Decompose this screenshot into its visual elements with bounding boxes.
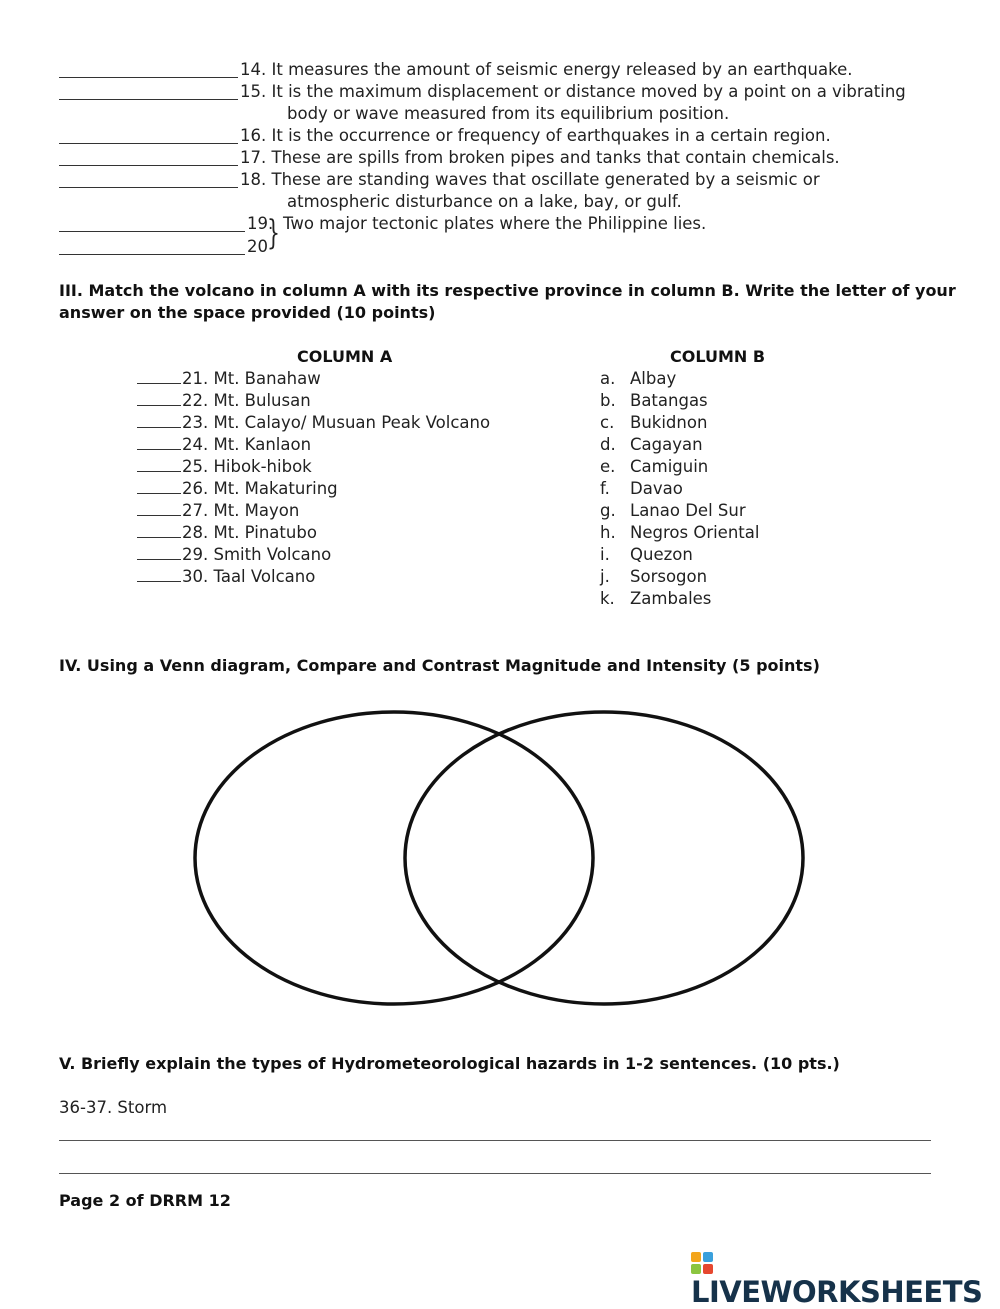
province-name: Sorsogon xyxy=(630,567,708,586)
province-name: Camiguin xyxy=(630,457,709,476)
section-3-heading-line-2: answer on the space provided (10 points) xyxy=(59,303,436,322)
item-text: These are spills from broken pipes and tanks that contain chemicals. xyxy=(271,148,840,167)
province-name: Davao xyxy=(630,479,683,498)
item-number: 16. xyxy=(240,126,267,145)
item-20-number: 20 xyxy=(247,237,268,256)
volcano-name: 25. Hibok-hibok xyxy=(182,457,312,476)
volcano-name: 24. Mt. Kanlaon xyxy=(182,435,312,454)
option-letter: e. xyxy=(600,457,616,476)
province-name: Quezon xyxy=(630,545,693,564)
volcano-name: 22. Mt. Bulusan xyxy=(182,391,311,410)
item-number: 15. xyxy=(240,82,267,101)
answer-line-1[interactable] xyxy=(59,1140,931,1141)
province-name: Lanao Del Sur xyxy=(630,501,746,520)
volcano-name: 21. Mt. Banahaw xyxy=(182,369,321,388)
item-19-number: 19. xyxy=(247,214,274,233)
item-text: It is the occurrence or frequency of earthquakes in a certain region. xyxy=(271,126,831,145)
province-name: Bukidnon xyxy=(630,413,708,432)
volcano-name: 28. Mt. Pinatubo xyxy=(182,523,317,542)
section-5-heading: V. Briefly explain the types of Hydrometeorological hazards in 1-2 sentences. (10 pts.) xyxy=(59,1054,840,1073)
page-footer-label: Page 2 of DRRM 12 xyxy=(59,1191,231,1210)
volcano-name: 26. Mt. Makaturing xyxy=(182,479,338,498)
option-letter: b. xyxy=(600,391,616,410)
logo-square-2 xyxy=(703,1252,713,1262)
section-3-heading-line-1: III. Match the volcano in column A with its respective province in column B. Write the letter of your xyxy=(59,281,956,300)
storm-item-label: 36-37. Storm xyxy=(59,1098,168,1117)
logo-square-3 xyxy=(691,1264,701,1274)
option-letter: a. xyxy=(600,369,616,388)
column-b-title: COLUMN B xyxy=(670,347,766,366)
item-19-20-text: Two major tectonic plates where the Philippine lies. xyxy=(283,214,707,233)
right-brace-icon: } xyxy=(267,213,280,253)
item-number: 18. xyxy=(240,170,267,189)
answer-line-2[interactable] xyxy=(59,1173,931,1174)
liveworksheets-logo-icon xyxy=(691,1252,713,1274)
province-name: Zambales xyxy=(630,589,712,608)
venn-left-circle[interactable] xyxy=(195,712,593,1004)
option-letter: j. xyxy=(600,567,610,586)
province-name: Batangas xyxy=(630,391,708,410)
column-a-title: COLUMN A xyxy=(297,347,393,366)
item-15-continuation: body or wave measured from its equilibrium position. xyxy=(287,104,730,123)
item-number: 17. xyxy=(240,148,267,167)
item-number: 14. xyxy=(240,60,267,79)
item-18-continuation: atmospheric disturbance on a lake, bay, or gulf. xyxy=(287,192,682,211)
province-name: Albay xyxy=(630,369,677,388)
venn-right-circle[interactable] xyxy=(405,712,803,1004)
option-letter: f. xyxy=(600,479,610,498)
volcano-name: 29. Smith Volcano xyxy=(182,545,332,564)
item-text: These are standing waves that oscillate generated by a seismic or xyxy=(271,170,820,189)
section-4-heading: IV. Using a Venn diagram, Compare and Contrast Magnitude and Intensity (5 points) xyxy=(59,656,820,675)
volcano-name: 23. Mt. Calayo/ Musuan Peak Volcano xyxy=(182,413,491,432)
province-name: Cagayan xyxy=(630,435,703,454)
option-letter: h. xyxy=(600,523,616,542)
option-letter: c. xyxy=(600,413,615,432)
item-text: It is the maximum displacement or distance moved by a point on a vibrating xyxy=(271,82,906,101)
liveworksheets-logo-text: LIVEWORKSHEETS xyxy=(691,1275,983,1309)
item-text: It measures the amount of seismic energy released by an earthquake. xyxy=(271,60,853,79)
province-name: Negros Oriental xyxy=(630,523,760,542)
option-letter: k. xyxy=(600,589,615,608)
liveworksheets-logo xyxy=(691,1252,1000,1309)
logo-square-4 xyxy=(703,1264,713,1274)
option-letter: g. xyxy=(600,501,616,520)
option-letter: d. xyxy=(600,435,616,454)
volcano-name: 27. Mt. Mayon xyxy=(182,501,300,520)
option-letter: i. xyxy=(600,545,610,564)
logo-square-1 xyxy=(691,1252,701,1262)
volcano-name: 30. Taal Volcano xyxy=(182,567,316,586)
